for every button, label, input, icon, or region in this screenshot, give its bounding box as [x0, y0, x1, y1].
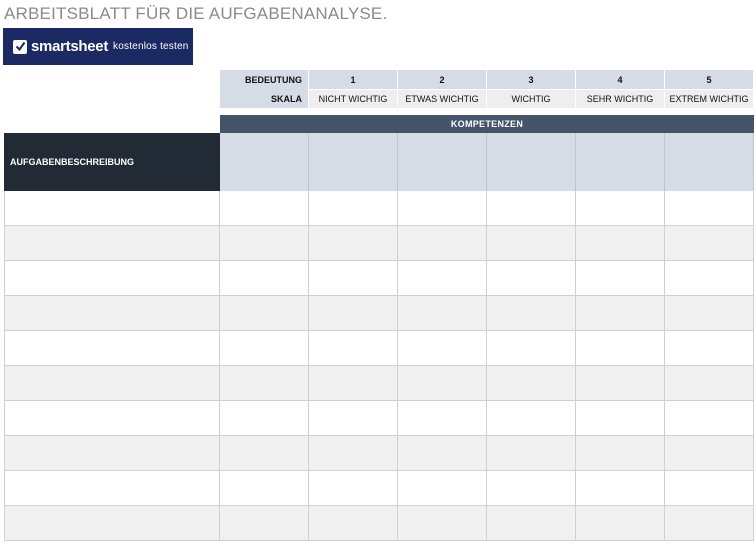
banner-brand: smartsheet — [31, 38, 109, 55]
competency-rating-cell[interactable] — [665, 226, 754, 261]
competency-rating-cell[interactable] — [398, 401, 487, 436]
competency-rating-cell[interactable] — [398, 261, 487, 296]
smartsheet-banner-link[interactable] — [3, 28, 193, 65]
competency-rating-cell[interactable] — [398, 226, 487, 261]
competency-rating-cell[interactable] — [309, 506, 398, 541]
page-title: ARBEITSBLATT FÜR DIE AUFGABENANALYSE. — [4, 4, 388, 23]
competency-rating-cell[interactable] — [576, 401, 665, 436]
competency-rating-cell[interactable] — [665, 436, 754, 471]
competency-rating-cell[interactable] — [398, 436, 487, 471]
competency-rating-cell[interactable] — [487, 471, 576, 506]
task-description-cell[interactable] — [4, 226, 220, 261]
competency-rating-cell[interactable] — [665, 191, 754, 226]
task-description-cell[interactable] — [4, 506, 220, 541]
competency-rating-cell[interactable] — [398, 191, 487, 226]
task-description-cell[interactable] — [4, 261, 220, 296]
competency-rating-cell[interactable] — [309, 366, 398, 401]
task-description-cell[interactable] — [4, 331, 220, 366]
competency-rating-cell[interactable] — [576, 331, 665, 366]
competency-rating-cell[interactable] — [576, 296, 665, 331]
competency-rating-cell[interactable] — [665, 506, 754, 541]
competency-rating-cell[interactable] — [665, 366, 754, 401]
task-description-cell[interactable] — [4, 401, 220, 436]
competency-name-cell-2[interactable] — [309, 133, 398, 191]
competency-rating-cell[interactable] — [398, 366, 487, 401]
scale-level-label-2: ETWAS WICHTIG — [398, 89, 487, 108]
competency-rating-cell[interactable] — [576, 436, 665, 471]
competency-rating-cell[interactable] — [487, 506, 576, 541]
competency-rating-cell[interactable] — [220, 366, 309, 401]
competency-rating-cell[interactable] — [487, 226, 576, 261]
competency-rating-cell[interactable] — [665, 401, 754, 436]
competency-rating-cell[interactable] — [576, 191, 665, 226]
task-description-header: AUFGABENBESCHREIBUNG — [4, 133, 220, 191]
competency-rating-cell[interactable] — [398, 506, 487, 541]
scale-number-5: 5 — [665, 70, 754, 89]
competency-rating-cell[interactable] — [576, 506, 665, 541]
competency-rating-cell[interactable] — [487, 191, 576, 226]
competency-rating-cell[interactable] — [665, 331, 754, 366]
competency-rating-cell[interactable] — [220, 296, 309, 331]
competency-rating-cell[interactable] — [220, 436, 309, 471]
competencies-header: KOMPETENZEN — [220, 115, 754, 133]
competency-rating-cell[interactable] — [665, 261, 754, 296]
competency-name-cell-6[interactable] — [665, 133, 754, 191]
scale-level-label-5: EXTREM WICHTIG — [665, 89, 754, 108]
scale-number-4: 4 — [576, 70, 665, 89]
competency-rating-cell[interactable] — [487, 436, 576, 471]
competency-rating-cell[interactable] — [487, 401, 576, 436]
competency-rating-cell[interactable] — [487, 366, 576, 401]
scale-label-importance: BEDEUTUNG — [220, 70, 309, 89]
competency-rating-cell[interactable] — [398, 296, 487, 331]
competency-rating-cell[interactable] — [576, 261, 665, 296]
competency-rating-cell[interactable] — [220, 191, 309, 226]
scale-number-1: 1 — [309, 70, 398, 89]
scale-level-label-1: NICHT WICHTIG — [309, 89, 398, 108]
competency-rating-cell[interactable] — [309, 226, 398, 261]
competency-name-cell-1[interactable] — [220, 133, 309, 191]
competency-rating-cell[interactable] — [220, 331, 309, 366]
competency-rating-cell[interactable] — [576, 471, 665, 506]
task-description-cell[interactable] — [4, 191, 220, 226]
competency-rating-cell[interactable] — [487, 261, 576, 296]
task-description-cell[interactable] — [4, 366, 220, 401]
competency-rating-cell[interactable] — [220, 226, 309, 261]
scale-level-label-4: SEHR WICHTIG — [576, 89, 665, 108]
scale-number-2: 2 — [398, 70, 487, 89]
scale-number-3: 3 — [487, 70, 576, 89]
competency-rating-cell[interactable] — [398, 331, 487, 366]
banner-cta: kostenlos testen — [113, 41, 189, 52]
competency-name-cell-5[interactable] — [576, 133, 665, 191]
smartsheet-check-logo-icon — [13, 40, 27, 54]
competency-rating-cell[interactable] — [398, 471, 487, 506]
competency-rating-cell[interactable] — [309, 261, 398, 296]
competency-rating-cell[interactable] — [309, 401, 398, 436]
competency-rating-cell[interactable] — [220, 401, 309, 436]
competency-rating-cell[interactable] — [309, 331, 398, 366]
competency-rating-cell[interactable] — [220, 506, 309, 541]
competency-rating-cell[interactable] — [220, 261, 309, 296]
competency-rating-cell[interactable] — [487, 296, 576, 331]
competency-name-cell-4[interactable] — [487, 133, 576, 191]
task-description-cell[interactable] — [4, 436, 220, 471]
competency-rating-cell[interactable] — [487, 331, 576, 366]
competency-rating-cell[interactable] — [309, 436, 398, 471]
competency-name-cell-3[interactable] — [398, 133, 487, 191]
scale-label-scale: SKALA — [220, 89, 309, 108]
competency-rating-cell[interactable] — [576, 226, 665, 261]
competency-rating-cell[interactable] — [665, 296, 754, 331]
task-description-cell[interactable] — [4, 471, 220, 506]
competency-rating-cell[interactable] — [309, 191, 398, 226]
competency-rating-cell[interactable] — [309, 296, 398, 331]
task-description-cell[interactable] — [4, 296, 220, 331]
competency-rating-cell[interactable] — [309, 471, 398, 506]
competency-rating-cell[interactable] — [220, 471, 309, 506]
competency-rating-cell[interactable] — [576, 366, 665, 401]
scale-level-label-3: WICHTIG — [487, 89, 576, 108]
competency-rating-cell[interactable] — [665, 471, 754, 506]
